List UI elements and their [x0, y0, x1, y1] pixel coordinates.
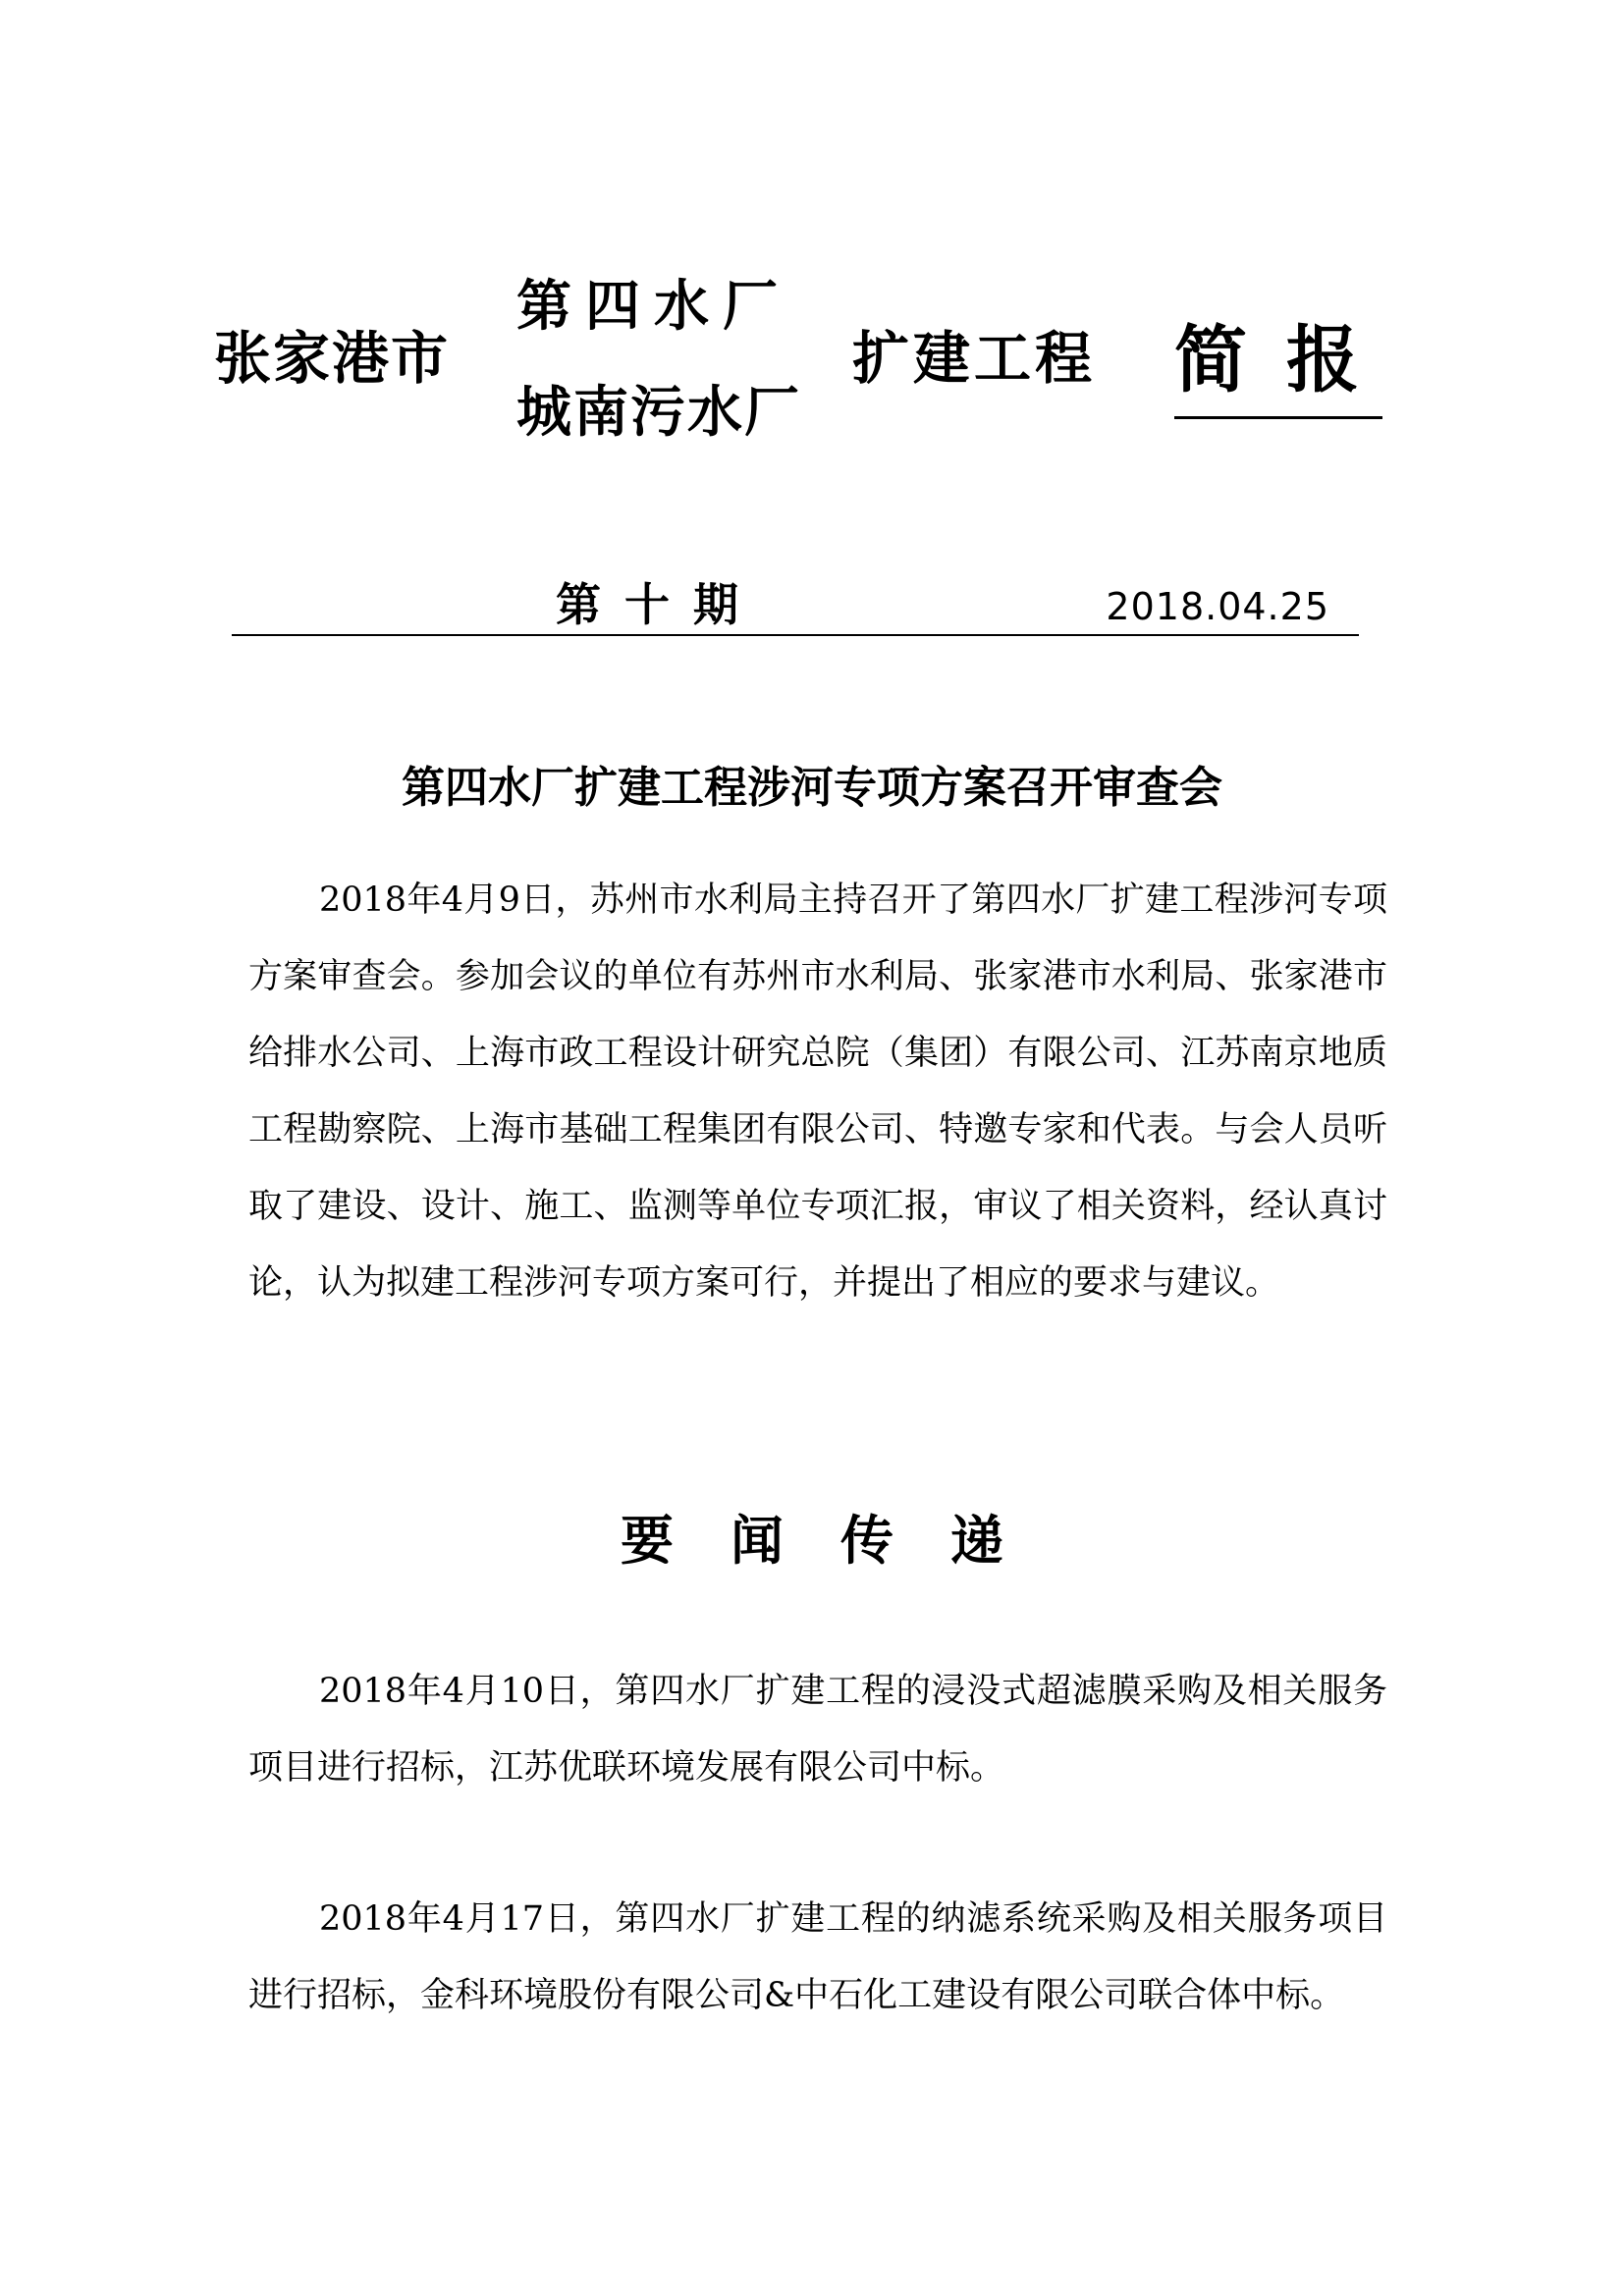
- masthead-brief-title: 简报: [1174, 318, 1398, 402]
- masthead-plant-1: 第四水厂: [516, 275, 791, 339]
- news-item: 2018年4月10日，第四水厂扩建工程的浸没式超滤膜采购及相关服务项目进行招标，江苏优联环境发展有限公司中标。: [248, 1672, 1387, 1788]
- brief-underline: [1174, 416, 1382, 419]
- news-section-title: 要闻传递: [621, 1510, 1060, 1572]
- masthead-project: 扩建工程: [852, 325, 1097, 392]
- news-item: 2018年4月17日，第四水厂扩建工程的纳滤系统采购及相关服务项目进行招标，金科环境股份有限公司&中石化工建设有限公司联合体中标。: [248, 1899, 1387, 2015]
- article-paragraph: 2018年4月9日，苏州市水利局主持召开了第四水厂扩建工程涉河专项方案审查会。参加会议的单位有苏州市水利局、张家港市水利局、张家港市给排水公司、上海市政工程设计研究总院（集团）有限公司、江苏南京地质工程勘察院、上海市基础工程集团有限公司、特邀专家和代表。与会人员听取了建设、设计、施工、监测等单位专项汇报，审议了相关资料，经认真讨论，认为拟建工程涉河专项方案可行，并提出了相应的要求与建议。: [248, 881, 1387, 1303]
- issue-number: 第十期: [556, 578, 762, 631]
- issue-date: 2018.04.25: [1106, 585, 1329, 628]
- issue-divider: [232, 634, 1359, 636]
- masthead: [0, 0, 1624, 445]
- masthead-city: 张家港市: [214, 325, 451, 392]
- masthead-plant-2: 城南污水厂: [516, 381, 801, 445]
- issue-line: [232, 577, 1359, 636]
- article-title: 第四水厂扩建工程涉河专项方案召开审查会: [402, 763, 1222, 813]
